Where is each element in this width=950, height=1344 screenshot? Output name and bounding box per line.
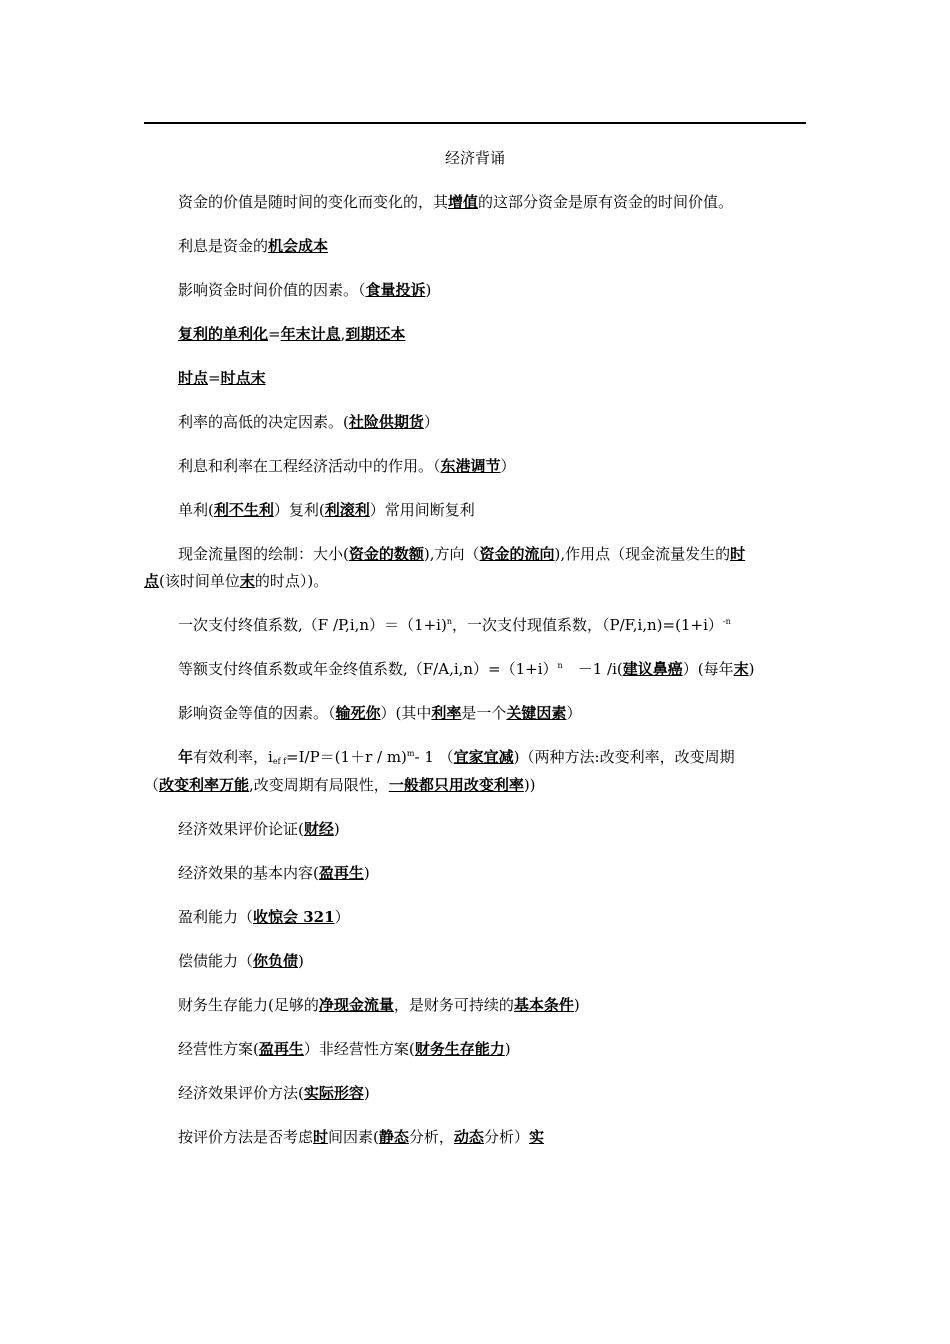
keyword: 资金的流向 [479, 545, 555, 563]
keyword: 资金的数额 [348, 545, 424, 563]
keyword: 增值 [448, 193, 479, 211]
text-line [178, 500, 475, 520]
keyword: 动态 [453, 1128, 484, 1146]
text: ）复利( [273, 501, 325, 519]
text: ，是财务可持续的 [393, 996, 514, 1014]
text: = [208, 369, 221, 387]
text-line [144, 571, 328, 591]
text: ）非经营性方案( [303, 1040, 415, 1058]
text: 盈利能力（ [178, 908, 254, 926]
text: 现金流量图的绘制：大小( [178, 545, 349, 563]
keyword: 财务生存能力 [414, 1040, 505, 1058]
text-line [178, 368, 266, 388]
text: 经营性方案( [178, 1040, 259, 1058]
keyword: 点 [144, 572, 160, 590]
keyword: 时 [313, 1128, 329, 1146]
keyword: 末 [733, 660, 749, 678]
text-line [178, 907, 350, 927]
text: 影响资金时间价值的因素。（ [178, 281, 366, 299]
text: ) [363, 1084, 370, 1102]
keyword: 时点 [178, 369, 209, 387]
text: ）常用间断复利 [369, 501, 475, 519]
text-line [178, 863, 370, 883]
subscript: ef f [272, 757, 287, 766]
text: )（两种方法:改变利率，改变周期 [513, 748, 735, 766]
keyword: 建议鼻癌 [622, 660, 683, 678]
text: ) [363, 864, 370, 882]
text: －1 /i( [562, 660, 623, 678]
text: ) [425, 281, 432, 299]
page-title: 经济背诵 [444, 149, 505, 167]
text: 一次支付终值系数,（F /P,i,n）＝（1+i) [178, 616, 447, 634]
text: 利率的高低的决定因素。( [178, 413, 349, 431]
text: =I/P＝(1＋r / m) [286, 748, 407, 766]
text-line [178, 544, 745, 564]
keyword: 利不生利 [213, 501, 274, 519]
keyword: 净现金流量 [318, 996, 394, 1014]
keyword: 盈再生 [318, 864, 364, 882]
superscript: n [557, 661, 563, 670]
text-line [178, 1039, 511, 1059]
text: 资金的价值是随时间的变化而变化的，其 [178, 193, 449, 211]
text-line [178, 324, 405, 344]
keyword: 社险供期货 [348, 413, 424, 431]
text: 影响资金等值的因素。（ [178, 704, 336, 722]
text: 单利( [178, 501, 214, 519]
text-line [178, 659, 754, 679]
text-line [178, 819, 340, 839]
keyword: 基本条件 [513, 996, 574, 1014]
keyword: 宜家宜减 [453, 748, 514, 766]
text-line [178, 995, 580, 1015]
text: ） [334, 908, 350, 926]
keyword: 末 [239, 572, 255, 590]
keyword: 时 [730, 545, 746, 563]
keyword: 复利的单利化 [178, 325, 269, 343]
text: ） [566, 704, 582, 722]
text: ),作用点（现金流量发生的 [554, 545, 731, 563]
text: 财务生存能力(足够的 [178, 996, 319, 1014]
text: - 1 （ [414, 748, 454, 766]
text: ) [748, 660, 755, 678]
keyword: 利率 [431, 704, 462, 722]
keyword: 财经 [303, 820, 334, 838]
keyword: 实际形容 [303, 1084, 364, 1102]
text: ）(每年 [682, 660, 734, 678]
keyword: 时点末 [220, 369, 266, 387]
text: 按评价方法是否考虑 [178, 1128, 314, 1146]
text: ) [298, 952, 304, 970]
bold-text: 年 [178, 748, 194, 766]
text: 是一个 [461, 704, 507, 722]
header-rule [144, 122, 806, 124]
text: 经济效果评价论证( [178, 820, 304, 838]
text: ） [423, 413, 439, 431]
text: ),方向（ [423, 545, 480, 563]
text-line [144, 775, 536, 795]
superscript: m [406, 749, 415, 758]
text: 经济效果的基本内容( [178, 864, 319, 882]
text: 的这部分资金是原有资金的时间价值。 [478, 193, 734, 211]
text: ） [500, 457, 516, 475]
text-line [178, 1127, 544, 1147]
text-line [178, 703, 581, 723]
text: 的时点）)。 [254, 572, 329, 590]
keyword: 到期还本 [345, 325, 406, 343]
text: ）(其中 [380, 704, 432, 722]
superscript: n [446, 617, 452, 626]
keyword: 改变利率万能 [159, 776, 250, 794]
keyword: 盈再生 [258, 1040, 304, 1058]
keyword: 东港调节 [440, 457, 501, 475]
superscript: -n [722, 617, 731, 626]
text-line [178, 280, 431, 300]
text: ) [333, 820, 340, 838]
keyword: 利滚利 [324, 501, 370, 519]
text: 分析） [483, 1128, 529, 1146]
keyword: 实 [528, 1128, 544, 1146]
keyword: 静态 [378, 1128, 409, 1146]
text: = [268, 325, 281, 343]
text-line [178, 747, 735, 767]
text: ,改变周期有局限性， [249, 776, 389, 794]
text: (该时间单位 [159, 572, 240, 590]
text-line [178, 1083, 370, 1103]
keyword: 输死你 [335, 704, 381, 722]
text-line [178, 236, 328, 256]
keyword: 机会成本 [268, 237, 329, 255]
text-line [178, 456, 516, 476]
keyword: 年末计息 [280, 325, 341, 343]
text: 利息和利率在工程经济活动中的作用。（ [178, 457, 441, 475]
text-line [178, 412, 439, 432]
text: )) [523, 776, 536, 794]
text: 偿债能力（ [178, 952, 254, 970]
text: ) [504, 1040, 511, 1058]
text: 经济效果评价方法( [178, 1084, 304, 1102]
keyword: 食量投诉 [365, 281, 426, 299]
text: , [340, 325, 346, 343]
text: 间因素( [328, 1128, 379, 1146]
text: ，一次支付现值系数，（P/F,i,n)=(1+i） [451, 616, 723, 634]
text: ) [573, 996, 580, 1014]
keyword: 你负债 [253, 952, 299, 970]
text: 利息是资金的 [178, 237, 269, 255]
text-line [178, 192, 733, 212]
text: 有效利率，i [193, 748, 273, 766]
text: 分析， [408, 1128, 454, 1146]
text: （ [144, 776, 160, 794]
keyword: 收惊会 321 [253, 908, 335, 926]
text-line [178, 951, 304, 971]
text: 等额支付终值系数或年金终值系数,（F/A,i,n）=（1+i） [178, 660, 558, 678]
text-line [178, 615, 731, 635]
keyword: 一般都只用改变利率 [388, 776, 524, 794]
keyword: 关键因素 [506, 704, 567, 722]
